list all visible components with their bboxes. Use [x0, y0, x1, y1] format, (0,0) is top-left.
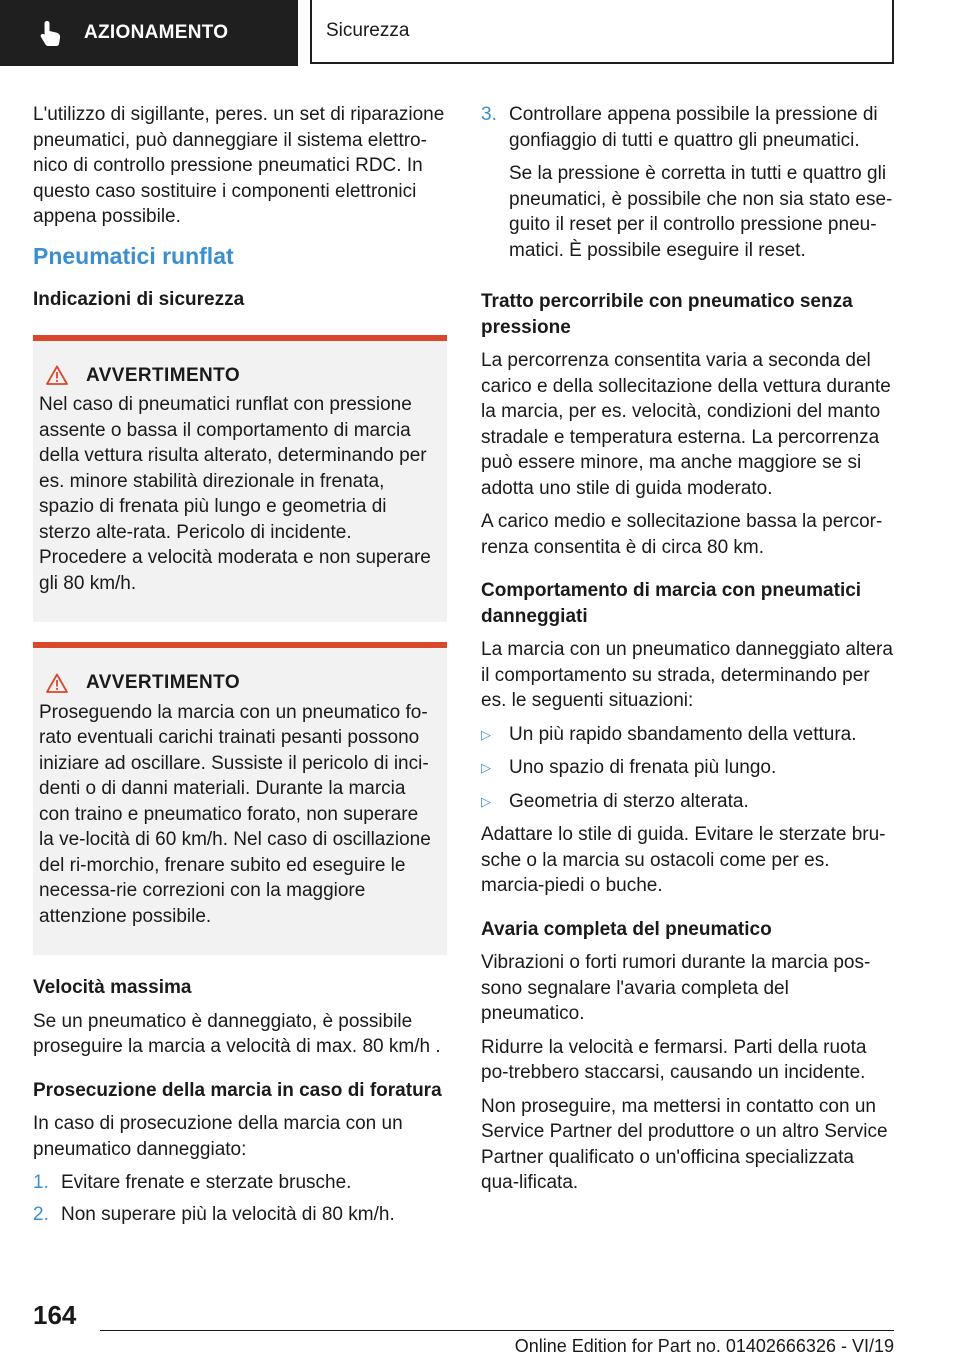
step-number: 2. [33, 1203, 49, 1225]
behavior-paragraph: La marcia con un pneumatico danneggiato altera il comportamento su strada, determinando per es. le seguenti situazioni: [481, 639, 893, 711]
warning-triangle-icon [46, 365, 68, 385]
range-paragraph: La percorrenza consentita varia a seconda del carico e della sollecitazione della vettura durante la marcia, per es. velocità, condizioni del manto stradale e temperatura esterna. La percorrenza può essere minore, ma anche maggiore se si adotta uno stile di guida moderato. [481, 350, 891, 499]
behavior-paragraph: Adattare lo stile di guida. Evitare le sterzate bru-sche o la marcia su ostacoli come per es. marcia-piedi o buche. [481, 824, 886, 896]
section-title: AZIONAMENTO [84, 22, 229, 43]
page-header [0, 0, 960, 66]
failure-paragraph: Vibrazioni o forti rumori durante la marcia pos-sono segnalare l'avaria completa del pneumatico. [481, 952, 871, 1024]
step-number: 1. [33, 1172, 49, 1193]
bullet-list [481, 722, 894, 815]
triangle-bullet-icon: ▷ [481, 760, 491, 775]
step-text: Evitare frenate e sterzate brusche. [61, 1172, 352, 1193]
section-heading: Pneumatici runflat [33, 242, 234, 269]
steps-list-continued [481, 102, 894, 271]
warning-title-row [39, 670, 437, 696]
step-text: Non superare più la velocità di 80 km/h. [61, 1203, 395, 1225]
list-item [481, 102, 894, 271]
failure-heading: Avaria completa del pneumatico [481, 918, 772, 940]
warning-box [33, 642, 447, 955]
range-heading: Tratto percorribile con pneumatico senza pressione [481, 291, 853, 338]
warning-box [33, 335, 447, 623]
warning-title-row [39, 363, 437, 389]
footer-divider [100, 1330, 894, 1331]
behavior-heading: Comportamento di marcia con pneumatici danneggiati [481, 580, 862, 627]
warning-text: Nel caso di pneumatici runflat con pressione assente o bassa il comportamento di marcia della vettura risulta alterato, determinando per es. minore stabilità direzionale in frenata, spazio di frenata più lungo e geometria di sterzo alte-rata. Pericolo di incidente. Procedere a velocità moderata e non superare gli 80 km/h. [39, 394, 431, 594]
chapter-box [310, 0, 894, 64]
step-number: 3. [481, 104, 497, 125]
step-content [509, 102, 894, 271]
speed-paragraph: Se un pneumatico è danneggiato, è possibile proseguire la marcia a velocità di max. 80 km/h . [33, 1010, 441, 1057]
warning-title: AVVERTIMENTO [86, 672, 240, 693]
bullet-text: Uno spazio di frenata più lungo. [509, 757, 777, 778]
step-note: Se la pressione è corretta in tutti e quattro gli pneumatici, è possibile che non sia stato ese-guito il reset per il controllo pressione pneu-matici. È possibile eseguire il reset. [509, 163, 893, 261]
range-paragraph: A carico medio e sollecitazione bassa la percor-renza consentita è di circa 80 km. [481, 511, 883, 558]
right-column [481, 102, 894, 1204]
intro-paragraph: L'utilizzo di sigillante, peres. un set di riparazione pneumatici, può danneggiare il sistema elettro-nico di controllo pressione pneumatici RDC. In questo caso sostituire i componenti elettronici appena possibile. [33, 104, 445, 227]
list-item [481, 755, 894, 781]
chapter-title: Sicurezza [326, 20, 410, 41]
warning-triangle-icon [46, 673, 68, 693]
step-text: Controllare appena possibile la pressione di gonfiaggio di tutti e quattro gli pneumatici. [509, 104, 878, 151]
continue-paragraph: In caso di prosecuzione della marcia con un pneumatico danneggiato: [33, 1113, 403, 1160]
bullet-text: Geometria di sterzo alterata. [509, 790, 749, 812]
triangle-bullet-icon: ▷ [481, 726, 491, 742]
left-column [33, 102, 447, 1235]
failure-paragraph: Ridurre la velocità e fermarsi. Parti della ruota po-trebbero staccarsi, causando un incidente. [481, 1036, 867, 1083]
list-item [481, 789, 894, 815]
list-item [33, 1170, 447, 1196]
speed-heading: Velocità massima [33, 977, 192, 998]
list-item [33, 1202, 447, 1228]
section-tab [0, 0, 298, 66]
warning-text: Proseguendo la marcia con un pneumatico fo-rato eventuali carichi trainati pesanti possono iniziare ad oscillare. Sussiste il pericolo di inci-denti o di danni materiali. Durante la marcia con traino e pneumatico forato, non superare la ve-locità di 60 km/h. Nel caso di oscillazione del ri-morchio, frenare subito ed eseguire le necessa-rie correzioni con la maggiore attenzione possibile. [39, 701, 431, 927]
warning-title: AVVERTIMENTO [86, 364, 240, 386]
steps-list [33, 1170, 447, 1227]
continue-heading: Prosecuzione della marcia in caso di foratura [33, 1079, 442, 1101]
footer-edition: Online Edition for Part no. 01402666326 - VI/19 [514, 1336, 894, 1356]
hand-pointer-icon [38, 19, 64, 47]
page-number: 164 [33, 1300, 77, 1330]
bullet-text: Un più rapido sbandamento della vettura. [509, 723, 857, 745]
list-item [481, 722, 894, 748]
triangle-bullet-icon: ▷ [481, 793, 491, 809]
safety-heading: Indicazioni di sicurezza [33, 289, 245, 310]
failure-paragraph: Non proseguire, ma mettersi in contatto con un Service Partner del produttore o un altro Service Partner qualificato o un'officina specializzata qua-lificata. [481, 1095, 888, 1193]
